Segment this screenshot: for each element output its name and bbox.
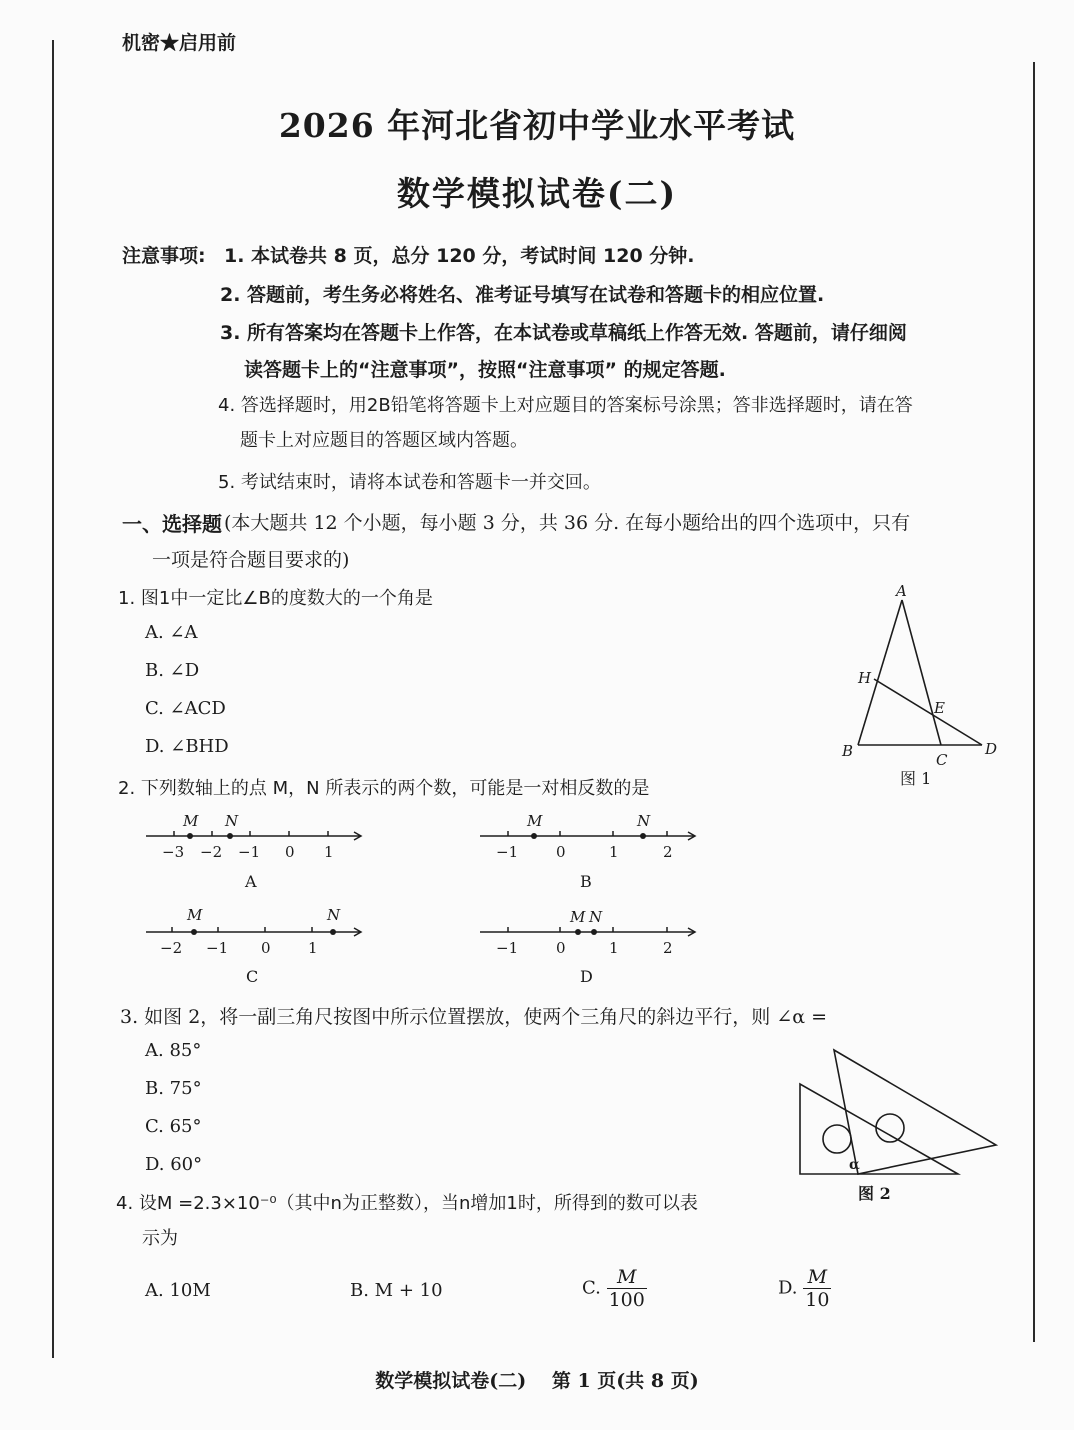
svg-text:1: 1 (609, 939, 619, 957)
svg-text:N: N (589, 908, 603, 926)
option-c-label: C (246, 967, 259, 986)
label-b: B (842, 742, 854, 760)
svg-text:2: 2 (663, 939, 673, 957)
point-n (640, 833, 646, 839)
point-n (591, 929, 597, 935)
svg-text:−1: −1 (496, 843, 519, 861)
point-m (191, 929, 197, 935)
q4-option-c: C. $\frac{M}{100}$ (582, 1266, 645, 1311)
svg-text:N: N (327, 906, 341, 924)
svg-text:0: 0 (556, 843, 566, 861)
svg-text:M: M (187, 906, 203, 924)
point-n (227, 833, 233, 839)
option-b-label: B (580, 872, 592, 891)
svg-text:1: 1 (308, 939, 318, 957)
q3-option-c: C. 65° (145, 1116, 202, 1137)
q3-option-a: A. 85° (145, 1040, 202, 1061)
svg-text:−3: −3 (162, 843, 185, 861)
ruler-hole-1 (823, 1125, 851, 1153)
svg-text:N: N (225, 812, 239, 830)
right-binding-line (1033, 62, 1035, 1342)
section-label: 一、选择题 (122, 512, 222, 536)
page-footer: 数学模拟试卷(二) 第 1 页(共 8 页) (375, 1370, 699, 1392)
notice-item-3-cont: 读答题卡上的“注意事项”，按照“注意事项” 的规定答题. (244, 359, 726, 381)
q3-stem: 3. 如图 2，将一副三角尺按图中所示位置摆放，使两个三角尺的斜边平行，则 ∠α = (120, 1006, 828, 1028)
exam-title: 2026 年河北省初中学业水平考试 (278, 106, 796, 145)
svg-text:−1: −1 (238, 843, 261, 861)
section-description: (本大题共 12 个小题，每小题 3 分，共 36 分. 在每小题给出的四个选项中，只有 (224, 512, 911, 534)
fraction-m-over-100: $\frac{M}{100}$ (608, 1266, 645, 1311)
figure-2-caption: 图 2 (858, 1184, 891, 1203)
segment-ac (902, 600, 941, 745)
q1-option-d: D. ∠BHD (145, 736, 229, 757)
notice-item-4: 4. 答选择题时，用2B铅笔将答题卡上对应题目的答案标号涂黑；答非选择题时，请在答 (218, 395, 913, 416)
svg-text:0: 0 (556, 939, 566, 957)
notice-item-1: 1. 本试卷共 8 页，总分 120 分，考试时间 120 分钟. (224, 245, 695, 267)
notice-item-4-cont: 题卡上对应题目的答题区域内答题。 (240, 430, 528, 451)
point-n (330, 929, 336, 935)
q3-option-b: B. 75° (145, 1078, 202, 1099)
notice-item-2: 2. 答题前，考生务必将姓名、准考证号填写在试卷和答题卡的相应位置. (220, 284, 825, 306)
section-description-cont: 一项是符合题目要求的) (152, 549, 350, 571)
label-h: H (858, 669, 872, 687)
svg-text:2: 2 (663, 843, 673, 861)
q1-option-a: A. ∠A (145, 622, 198, 643)
figure-2 (790, 1040, 1010, 1210)
figure-1-caption: 图 1 (900, 769, 932, 788)
q4-option-a: A. 10M (145, 1280, 211, 1301)
ruler-hole-2 (876, 1114, 904, 1142)
alpha-label: α (849, 1157, 860, 1173)
label-d: D (985, 740, 998, 758)
svg-text:−2: −2 (160, 939, 183, 957)
number-line-b (474, 808, 704, 898)
svg-text:−2: −2 (200, 843, 223, 861)
figure-1 (830, 580, 1020, 795)
svg-text:M: M (527, 812, 543, 830)
label-e: E (934, 699, 945, 717)
confidential-mark: 机密★启用前 (122, 32, 237, 54)
q1-option-c: C. ∠ACD (145, 698, 226, 719)
paper-subtitle: 数学模拟试卷(二) (396, 174, 678, 213)
point-m (575, 929, 581, 935)
option-d-label: D (580, 967, 593, 986)
triangle-ruler-30-60 (800, 1084, 958, 1174)
point-m (531, 833, 537, 839)
fraction-m-over-10: $\frac{M}{10}$ (805, 1266, 830, 1311)
svg-text:0: 0 (285, 843, 295, 861)
q1-stem: 1. 图1中一定比∠B的度数大的一个角是 (118, 588, 433, 609)
q4-option-b: B. M + 10 (350, 1280, 443, 1301)
q3-option-d: D. 60° (145, 1154, 203, 1175)
q1-option-b: B. ∠D (145, 660, 200, 681)
option-a-label: A (245, 872, 257, 891)
svg-text:M: M (570, 908, 586, 926)
q4-stem-cont: 示为 (142, 1228, 178, 1249)
label-a: A (896, 582, 907, 600)
svg-text:0: 0 (261, 939, 271, 957)
svg-text:M: M (183, 812, 199, 830)
number-line-c (140, 904, 370, 994)
svg-text:N: N (637, 812, 651, 830)
svg-text:1: 1 (324, 843, 334, 861)
svg-text:−1: −1 (206, 939, 229, 957)
q2-stem: 2. 下列数轴上的点 M，N 所表示的两个数，可能是一对相反数的是 (118, 778, 650, 799)
segment-hd (874, 679, 982, 745)
point-m (187, 833, 193, 839)
triangle-ruler-45 (834, 1050, 996, 1174)
left-binding-line (52, 40, 54, 1358)
notice-item-5: 5. 考试结束时，请将本试卷和答题卡一并交回。 (218, 472, 601, 493)
q4-option-d: D. $\frac{M}{10}$ (778, 1266, 830, 1311)
number-line-a (140, 808, 370, 898)
notice-item-3: 3. 所有答案均在答题卡上作答，在本试卷或草稿纸上作答无效. 答题前，请仔细阅 (220, 322, 907, 344)
q4-stem: 4. 设M =2.3×10⁻⁰（其中n为正整数），当n增加1时，所得到的数可以表 (116, 1193, 698, 1214)
number-line-d (474, 904, 704, 994)
label-c: C (936, 751, 948, 769)
notice-label: 注意事项: (122, 245, 206, 267)
svg-text:1: 1 (609, 843, 619, 861)
svg-text:−1: −1 (496, 939, 519, 957)
